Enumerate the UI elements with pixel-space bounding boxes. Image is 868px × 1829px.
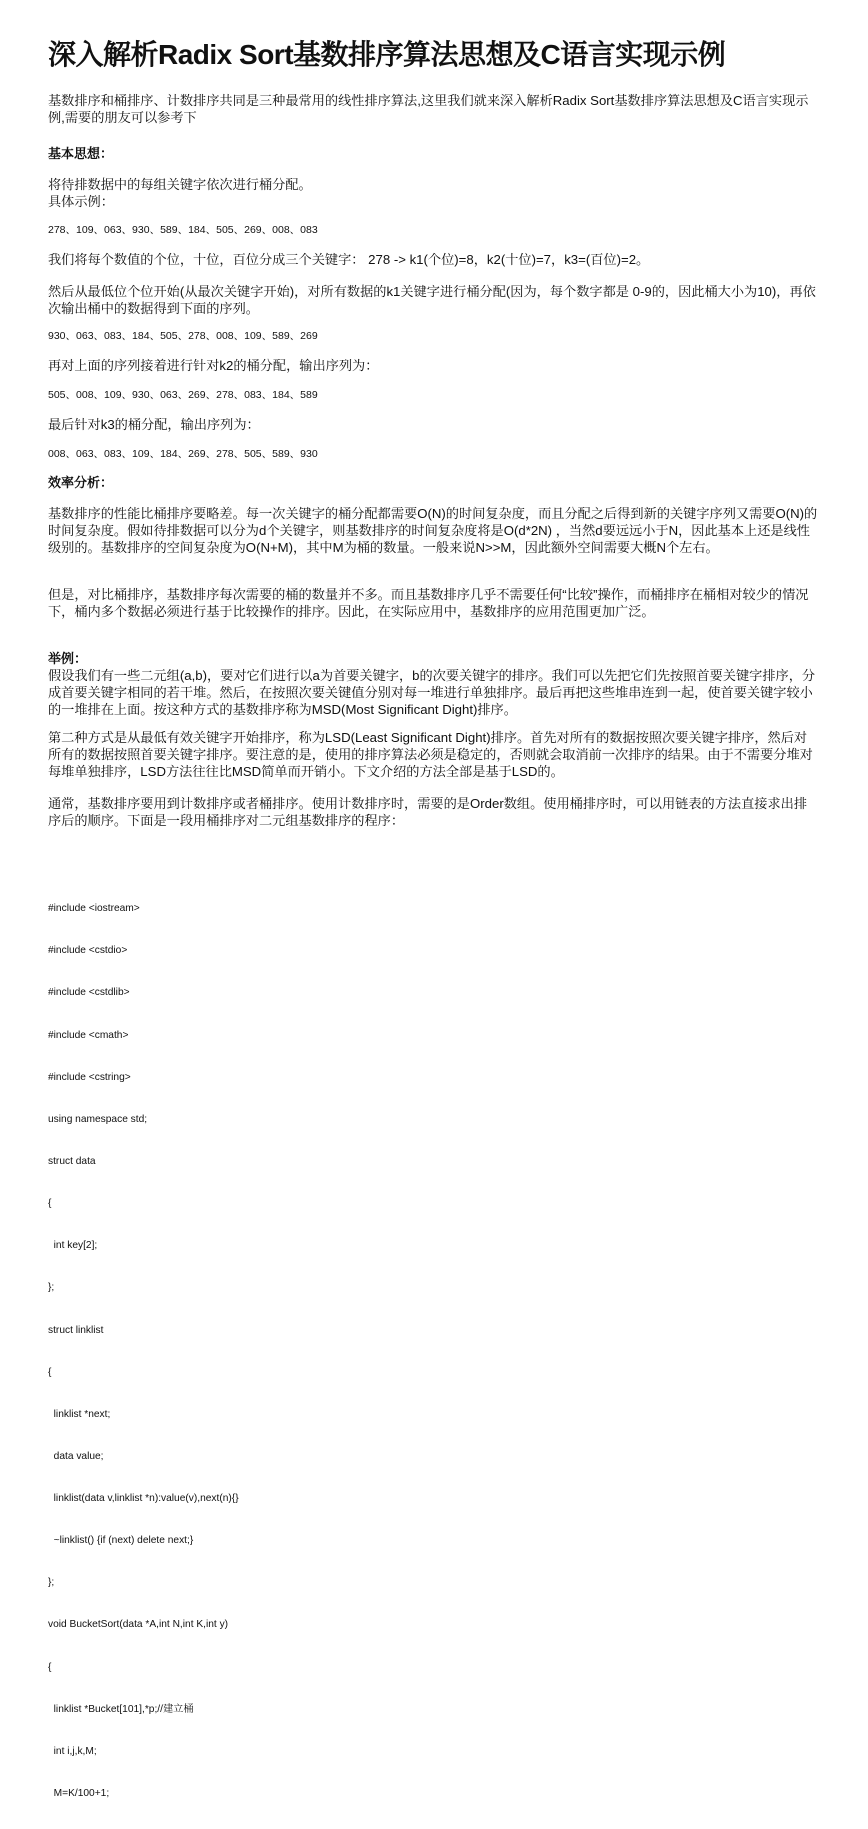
code-line: using namespace std;	[48, 1113, 148, 1125]
code-block	[48, 874, 239, 1829]
code-line: struct data	[48, 1155, 96, 1167]
code-line: #include <cmath>	[48, 1029, 129, 1041]
code-line: linklist *next;	[48, 1408, 111, 1420]
sequence-after-k3: 008、063、083、109、184、269、278、505、589、930	[48, 448, 318, 460]
code-line: int i,j,k,M;	[48, 1745, 97, 1757]
code-line: linklist *Bucket[101],*p;//建立桶	[48, 1703, 194, 1715]
sequence-after-k1: 930、063、083、184、505、278、008、109、589、269	[48, 330, 318, 342]
page-title: 深入解析Radix Sort基数排序算法思想及C语言实现示例	[48, 39, 726, 70]
step2-paragraph: 再对上面的序列接着进行针对k2的桶分配，输出序列为：	[48, 358, 379, 373]
code-line: #include <cstdio>	[48, 945, 128, 957]
example-paragraph-3: 通常，基数排序要用到计数排序或者桶排序。使用计数排序时，需要的是Order数组。使用桶排序时，可以用链表的方法直接求出排序后的顺序。下面是一段用桶排序对二元组基数排序的程序：	[48, 796, 808, 828]
efficiency-paragraph-1: 基数排序的性能比桶排序要略差。每一次关键字的桶分配都需要O(N)的时间复杂度，而且分配之后得到新的关键字序列又需要O(N)的时间复杂度。假如待排数据可以分为d个关键字，则基数排序的时间复杂度将是O(d*2N) ，当然d要远远小于N，因此基本上还是线性级别的。基数排序的空间复杂度为O(N+M)，其中M为桶的数量。一般来说N>>M，因此额外空间需要大概N个左右。	[48, 506, 818, 555]
code-line: #include <cstdlib>	[48, 987, 130, 999]
code-line: #include <iostream>	[48, 903, 140, 915]
basic-line-1: 将待排数据中的每组关键字依次进行桶分配。	[48, 177, 312, 192]
sequence-original: 278、109、063、930、589、184、505、269、008、083	[48, 224, 318, 236]
code-line: M=K/100+1;	[48, 1788, 110, 1800]
code-line: ~linklist() {if (next) delete next;}	[48, 1535, 194, 1547]
intro-paragraph: 基数排序和桶排序、计数排序共同是三种最常用的线性排序算法,这里我们就来深入解析Radix Sort基数排序算法思想及C语言实现示例,需要的朋友可以参考下	[48, 93, 809, 125]
example-paragraph-1: 假设我们有一些二元组(a,b)，要对它们进行以a为首要关键字，b的次要关键字的排序。我们可以先把它们先按照首要关键字排序，分成首要关键字相同的若干堆。然后，在按照次要关键值分别对每一堆进行单独排序。最后再把这些堆串连到一起，使首要关键字较小的一堆排在上面。按这种方式的基数排序称为MSD(Most Significant Dight)排序。	[48, 668, 816, 717]
code-line: data value;	[48, 1450, 104, 1462]
code-line: {	[48, 1198, 52, 1210]
code-line: struct linklist	[48, 1324, 104, 1336]
code-line: void BucketSort(data *A,int N,int K,int y)	[48, 1619, 229, 1631]
sequence-after-k2: 505、008、109、930、063、269、278、083、184、589	[48, 389, 318, 401]
section-heading-efficiency: 效率分析：	[48, 475, 114, 490]
efficiency-paragraph-2: 但是，对比桶排序，基数排序每次需要的桶的数量并不多。而且基数排序几乎不需要任何“比较”操作，而桶排序在桶相对较少的情况下，桶内多个数据必须进行基于比较操作的排序。因此，在实际应用中，基数排序的应用范围更加广泛。	[48, 587, 809, 619]
step3-paragraph: 最后针对k3的桶分配，输出序列为：	[48, 417, 260, 432]
code-line: };	[48, 1282, 55, 1294]
section-heading-example: 举例：	[48, 651, 88, 666]
basic-line-2: 具体示例：	[48, 194, 114, 209]
step1-paragraph: 然后从最低位个位开始(从最次关键字开始)，对所有数据的k1关键字进行桶分配(因为，每个数字都是 0-9的，因此桶大小为10)，再依次输出桶中的数据得到下面的序列。	[48, 284, 816, 316]
code-line: #include <cstring>	[48, 1071, 131, 1083]
keys-paragraph: 我们将每个数值的个位，十位，百位分成三个关键字： 278 -> k1(个位)=8，k2(十位)=7，k3=(百位)=2。	[48, 252, 650, 267]
code-line: int key[2];	[48, 1240, 98, 1252]
code-line: };	[48, 1577, 55, 1589]
code-line: linklist(data v,linklist *n):value(v),next(n){}	[48, 1493, 239, 1505]
code-line: {	[48, 1661, 52, 1673]
example-paragraph-2: 第二种方式是从最低有效关键字开始排序，称为LSD(Least Significant Dight)排序。首先对所有的数据按照次要关键字排序，然后对所有的数据按照首要关键字排序。要注意的是，使用的排序算法必须是稳定的，否则就会取消前一次排序的结果。由于不需要分堆对每堆单独排序，LSD方法往往比MSD简单而开销小。下文介绍的方法全部是基于LSD的。	[48, 730, 813, 779]
section-heading-basic: 基本思想：	[48, 146, 114, 161]
code-line: {	[48, 1366, 52, 1378]
